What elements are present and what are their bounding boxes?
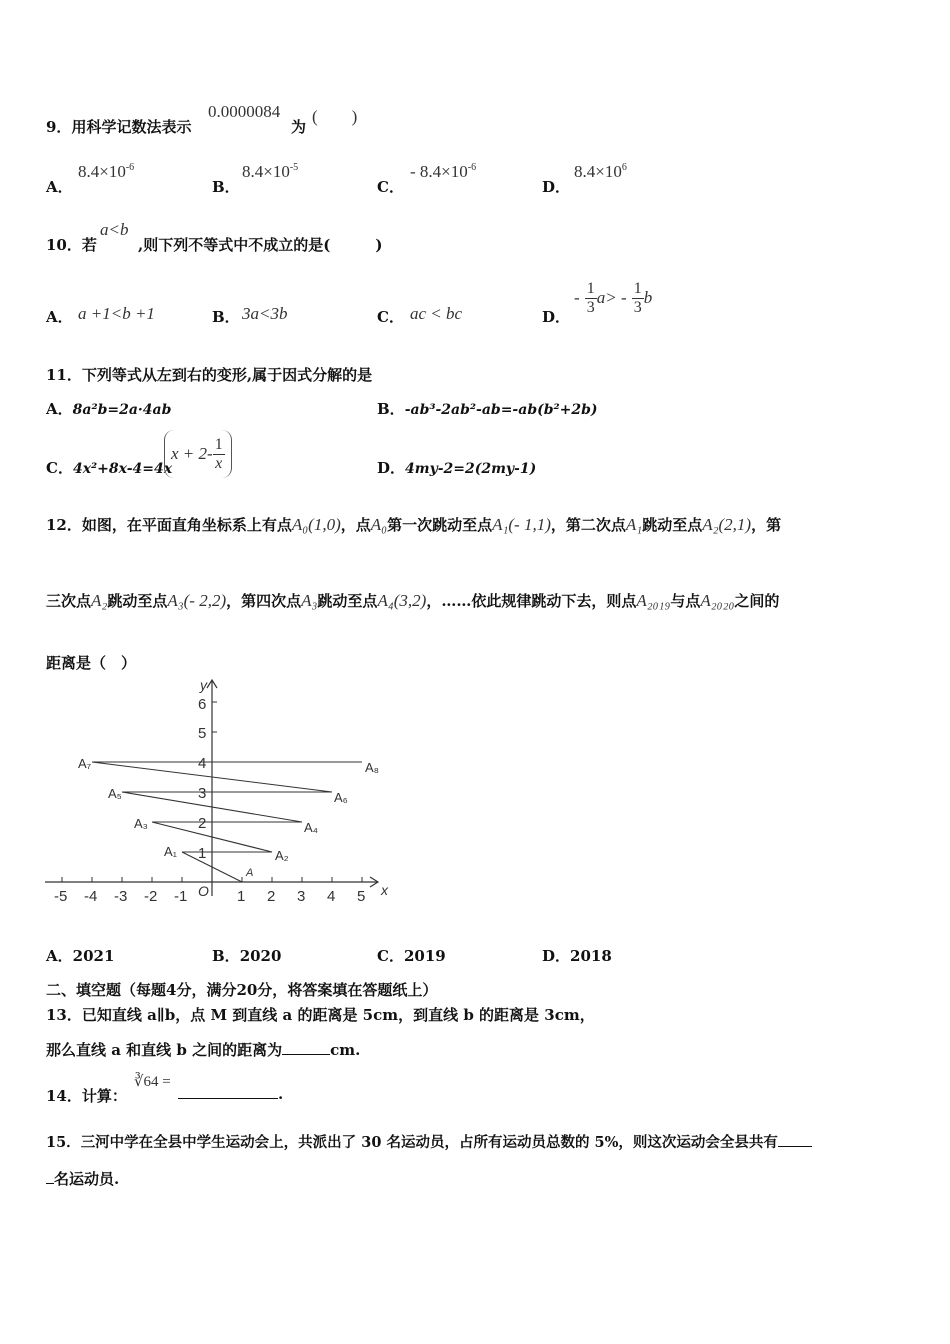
q12-coordinate-graph	[40, 676, 400, 916]
q11-option-c-den: x	[215, 454, 223, 472]
q12-point-a0: A₀(1,0)	[291, 515, 341, 534]
y-tick-label: 1	[198, 845, 207, 862]
q15-answer-blank-b[interactable]	[46, 1183, 54, 1184]
q11-option-b-label: B．	[377, 400, 405, 418]
q15-line2	[46, 1168, 119, 1189]
q14-stem	[46, 1085, 127, 1106]
x-tick-label: -3	[114, 888, 128, 905]
q12-number: 12．	[46, 516, 82, 534]
q10-d-frac1-den: 3	[586, 299, 595, 316]
q10-d-frac2	[632, 280, 644, 317]
q12-point-a3: A₃(- 2,2)	[167, 591, 227, 610]
x-tick-label: -2	[144, 888, 158, 905]
q12-l2-f: 与点	[670, 592, 701, 610]
q10-d-pre: -	[574, 288, 580, 307]
q12-option-d-label: D．	[542, 947, 571, 965]
y-tick-label: 6	[198, 696, 207, 713]
point-label-a2: A₂	[275, 848, 289, 863]
point-label-a1: A₁	[164, 844, 178, 859]
q12-a3: A₃	[301, 591, 318, 610]
q11-stem	[46, 364, 372, 385]
q9-option-c	[410, 162, 476, 182]
q9-option-c-base: - 8.4×10	[410, 162, 468, 181]
jump-path	[92, 762, 362, 882]
q11-option-b	[377, 398, 598, 419]
x-tick-label: -5	[54, 888, 68, 905]
q11-option-c-inner: x + 2-	[171, 444, 213, 463]
q12-option-b-label: B．	[212, 947, 240, 965]
q11-option-d	[377, 457, 536, 478]
q10-d-post: b	[643, 288, 653, 307]
x-tick-label: 1	[237, 888, 246, 905]
q12-l2-c: ，第四次点	[226, 592, 302, 610]
q11-option-c-bracket	[164, 430, 232, 478]
q9-option-a-exp: -6	[125, 162, 135, 173]
x-ticks	[54, 877, 365, 905]
q12-l2-g: 之间的	[734, 592, 780, 610]
q9-option-b-exp: -5	[289, 162, 299, 173]
q11-option-d-label: D．	[377, 459, 406, 477]
y-tick-label: 3	[198, 785, 207, 802]
point-label-a8: A₈	[365, 760, 380, 775]
q12-line3: 距离是（ ）	[46, 654, 137, 672]
q11-option-c-num: 1	[214, 435, 223, 453]
q10-text-a: 若	[81, 236, 97, 254]
q11-number: 11．	[46, 366, 82, 384]
section2-title: 二、填空题（每题4分，满分20分，将答案填在答题纸上）	[46, 981, 438, 999]
q13-line2	[46, 1039, 360, 1060]
q12-option-d	[542, 945, 612, 966]
q10-text-b: ,则下列不等式中不成立的是( )	[138, 236, 383, 254]
q12-a2: A₂	[91, 591, 108, 610]
point-label-a5: A₅	[108, 786, 122, 801]
q12-l1-a: 如图，在平面直角坐标系上有点	[81, 516, 292, 534]
q10-d-mid: a> -	[596, 288, 627, 307]
q12-option-b-value: 2020	[239, 947, 282, 965]
q11-option-c-pre: 4x²+8x-4=4x	[72, 461, 173, 477]
q9-option-d-base: 8.4×10	[574, 162, 622, 181]
q11-option-a	[46, 398, 171, 419]
q12-point-a4: A₄(3,2)	[377, 591, 427, 610]
q12-option-a	[46, 945, 114, 966]
q10-option-c: ac < bc	[410, 304, 463, 323]
x-tick-label: -4	[84, 888, 98, 905]
q13-unit: cm.	[330, 1041, 361, 1059]
q12-line2	[46, 590, 779, 611]
q9-text-b: 为	[291, 118, 307, 136]
q13-answer-blank[interactable]	[282, 1054, 330, 1055]
q12-a0: A₀	[370, 515, 388, 534]
q12-l2-e: ，……依此规律跳动下去，则点	[426, 592, 637, 610]
q13-text1: 已知直线 a∥b，点 M 到直线 a 的距离是 5cm，到直线 b 的距离是 3cm，	[81, 1006, 595, 1024]
q12-line1	[46, 514, 781, 535]
q12-a2019: A₂₀₁₉	[636, 591, 671, 610]
q12-option-c-label: C．	[377, 947, 404, 965]
q9-paren: ( )	[312, 107, 358, 126]
point-label-a0: A	[246, 867, 254, 879]
q15-answer-blank-a[interactable]	[778, 1146, 812, 1147]
q12-point-a1: A₁(- 1,1)	[492, 515, 551, 534]
q12-l1-b: ，点	[340, 516, 371, 534]
q9-option-b-label: B．	[212, 178, 240, 196]
q15-line1	[46, 1131, 812, 1152]
q15-text2: 名运动员.	[54, 1170, 120, 1188]
q11-option-c-frac	[213, 436, 225, 473]
q11-text: 下列等式从左到右的变形,属于因式分解的是	[81, 366, 373, 384]
q15-text1: 三河中学在全县中学生运动会上，共派出了 30 名运动员，占所有运动员总数的 5%，则这次运动会全县共有	[80, 1134, 778, 1151]
q10-d-frac2-den: 3	[633, 299, 642, 316]
x-tick-label: 5	[357, 888, 366, 905]
point-label-a6: A₆	[334, 790, 348, 805]
q9-option-c-label: C．	[377, 178, 404, 196]
q9-option-c-exp: -6	[467, 162, 477, 173]
q13-text2: 那么直线 a 和直线 b 之间的距离为	[46, 1041, 283, 1059]
q12-a2020: A₂₀₂₀	[700, 591, 735, 610]
q9-option-a	[78, 162, 134, 182]
q9-text-a: 用科学记数法表示	[71, 118, 192, 136]
q12-option-c-value: 2019	[403, 947, 446, 965]
q10-d-frac1-num: 1	[586, 280, 595, 297]
q9-stem	[46, 116, 191, 137]
q9-option-a-label: A．	[46, 178, 73, 196]
q12-l1-c: 第一次跳动至点	[387, 516, 493, 534]
q10-option-c-label: C．	[377, 308, 404, 326]
q14-expression: ∛64 =	[134, 1074, 171, 1090]
q12-l1-f: ，第	[751, 516, 782, 534]
q14-text: 计算：	[81, 1087, 127, 1105]
q9-option-b	[242, 162, 298, 182]
q12-l2-b: 跳动至点	[107, 592, 168, 610]
q12-l2-a: 三次点	[46, 592, 92, 610]
q12-option-a-label: A．	[46, 947, 73, 965]
q10-stem	[46, 234, 97, 255]
origin-label: O	[198, 883, 209, 899]
x-tick-label: -1	[174, 888, 188, 905]
q10-option-b-label: B．	[212, 308, 240, 326]
y-tick-label: 5	[198, 725, 207, 742]
q14-answer	[178, 1085, 283, 1103]
q10-d-frac1	[585, 280, 597, 317]
q14-number: 14．	[46, 1087, 82, 1105]
q12-option-d-value: 2018	[570, 947, 612, 965]
q11-option-a-label: A．	[46, 400, 73, 418]
q13-number: 13．	[46, 1006, 82, 1024]
q11-option-c-label-wrap	[46, 457, 172, 478]
q9-option-a-base: 8.4×10	[78, 162, 126, 181]
q12-l2-d: 跳动至点	[317, 592, 378, 610]
q12-point-a2: A₂(2,1)	[702, 515, 752, 534]
q9-option-d-label: D．	[542, 178, 571, 196]
q9-value: 0.0000084	[208, 102, 281, 121]
q10-d-frac2-num: 1	[633, 280, 642, 297]
q12-option-c	[377, 945, 446, 966]
q11-option-c-label: C．	[46, 459, 73, 477]
q9-option-d-exp: 6	[621, 162, 627, 173]
q10-option-d-label: D．	[542, 308, 571, 326]
q10-number: 10．	[46, 236, 82, 254]
q12-a1: A₁	[625, 515, 643, 534]
q12-l1-d: ，第二次点	[550, 516, 626, 534]
x-axis-label: x	[381, 882, 388, 898]
q15-number: 15．	[46, 1134, 81, 1151]
q9-option-b-base: 8.4×10	[242, 162, 290, 181]
q10-option-b: 3a<3b	[242, 304, 288, 323]
x-tick-label: 3	[297, 888, 306, 905]
x-tick-label: 2	[267, 888, 276, 905]
q10-option-d	[574, 280, 652, 317]
q12-l1-e: 跳动至点	[642, 516, 703, 534]
q12-option-a-value: 2021	[72, 947, 115, 965]
x-tick-label: 4	[327, 888, 336, 905]
y-tick-label: 2	[198, 815, 207, 832]
y-axis-label: y	[200, 677, 207, 693]
q14-end: .	[278, 1085, 284, 1103]
q10-option-a-label: A．	[46, 308, 73, 326]
q10-condition: a<b	[100, 220, 129, 239]
q11-option-b-expr: -ab³-2ab²-ab=-ab(b²+2b)	[404, 402, 598, 418]
q12-option-b	[212, 945, 281, 966]
q11-option-a-expr: 8a²b=2a·4ab	[72, 402, 172, 418]
q13-line1	[46, 1004, 595, 1025]
point-label-a7: A₇	[78, 756, 92, 771]
q14-answer-blank[interactable]	[178, 1098, 278, 1099]
q11-option-d-expr: 4my-2=2(2my-1)	[405, 461, 537, 477]
point-label-a4: A₄	[304, 820, 318, 835]
q9-number: 9．	[46, 118, 72, 136]
y-tick-label: 4	[198, 755, 207, 772]
q10-option-a: a +1<b +1	[78, 304, 155, 323]
point-label-a3: A₃	[134, 816, 148, 831]
q9-option-d	[574, 162, 627, 182]
